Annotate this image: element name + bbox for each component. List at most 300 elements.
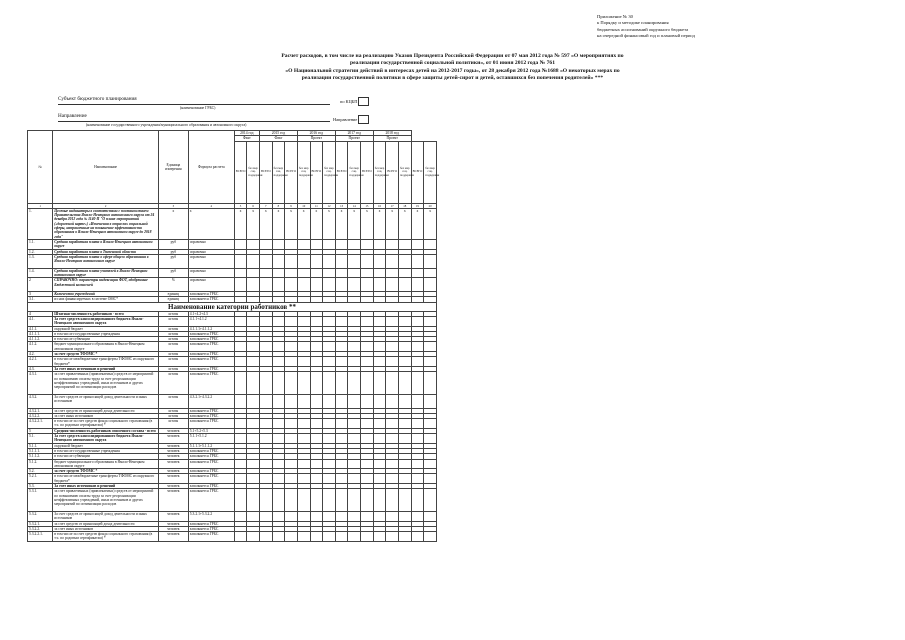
row-formula: справочно [188,239,234,249]
value-cell [272,489,285,512]
row-number: 5.1.1.2. [28,454,53,459]
row-formula: 4.1.1+4.1.2 [188,316,234,326]
value-cell [323,419,336,429]
value-cell [323,357,336,367]
row-unit: человек [158,454,188,459]
value-cell [398,474,411,484]
row-unit: руб [158,239,188,249]
row-formula: заполняется ГРБС [188,532,234,542]
row-name: в том числе государственные учреждения [53,448,159,453]
value-cell [424,489,437,512]
value-cell [297,489,310,512]
col-header-sub: ВСЕГО [259,141,272,203]
row-unit: штатн [158,337,188,342]
row-unit: человек [158,448,188,453]
row-unit: человек [158,521,188,526]
value-cell [361,278,374,292]
value-cell [424,474,437,484]
value-cell: x [310,208,323,239]
value-cell [310,357,323,367]
value-cell [398,394,411,408]
row-formula: 5.1+5.2+5.3 [188,428,234,433]
value-cell [335,268,348,278]
value-cell [386,254,399,268]
value-cell [398,239,411,249]
title-line: Расчет расходов, в том числе на реализацию Указов Президента Российской Федерации от 07 мая 2012 года № 597 «О мероприятиях по [281,53,624,59]
appendix-note [597,14,807,39]
col-header-kind: Факт [234,136,259,141]
value-cell [272,278,285,292]
value-cell [285,511,298,521]
value-cell [424,372,437,395]
value-cell [361,342,374,352]
row-formula: x [188,208,234,239]
row-name: За счет средств от приносящей доход деятельности и иных источников [53,511,159,521]
value-cell [361,268,374,278]
row-unit: штатн [158,326,188,331]
value-cell [398,254,411,268]
row-unit: штатн [158,394,188,408]
table-row [28,434,437,444]
value-cell [411,419,424,429]
row-number: 4.1.2. [28,342,53,352]
row-formula: заполняется ГРБС [188,331,234,336]
value-cell [411,357,424,367]
row-name: в том числе субвенции [53,454,159,459]
value-cell [259,316,272,326]
value-cell [234,489,247,512]
row-unit: штатн [158,342,188,352]
row-number: 4.2.1. [28,357,53,367]
row-name: За счет средств консолидированного бюджета Ямало-Ненецкого автономного округа [53,316,159,326]
row-number: 4.3.2.1. [28,408,53,413]
col-header-year: 2017 год [335,131,373,136]
value-cell [335,254,348,268]
value-cell [247,239,260,249]
value-cell [310,254,323,268]
col-header-sub: без мер соц. поддержки [272,141,285,203]
col-header-sub: без мер соц. поддержки [297,141,310,203]
value-cell [411,254,424,268]
value-cell [259,254,272,268]
value-cell [272,394,285,408]
value-cell [424,342,437,352]
row-formula: 4.1+4.2+4.3 [188,311,234,316]
value-cell [335,419,348,429]
value-cell [310,316,323,326]
value-cell [234,268,247,278]
row-name: Штатная численность работников - всего [53,311,159,316]
value-cell [310,532,323,542]
value-cell [234,316,247,326]
code2-label: Направление [333,117,358,122]
row-formula: заполняется ГРБС [188,357,234,367]
value-cell [386,489,399,512]
col-header-unit: Единица измерения [158,131,188,204]
table-row [28,419,437,429]
value-cell [297,254,310,268]
value-cell [424,268,437,278]
subject-underline [58,104,330,105]
row-name: окружной бюджет [53,443,159,448]
value-cell [272,419,285,429]
col-header-sub: ВСЕГО [285,141,298,203]
row-unit: штатн [158,316,188,326]
direction-label: Направление [58,113,87,119]
value-cell [247,489,260,512]
value-cell [285,459,298,469]
value-cell [361,434,374,444]
value-cell [247,459,260,469]
indicators-table [27,130,440,542]
value-cell [297,278,310,292]
row-unit: человек [158,511,188,521]
value-cell [297,511,310,521]
value-cell [335,342,348,352]
value-cell [259,419,272,429]
value-cell [348,532,361,542]
row-formula: заполняется ГРБС [188,526,234,531]
value-cell [424,511,437,521]
col-header-year: 2015 год [259,131,297,136]
row-formula: заполняется ГРБС [188,521,234,526]
row-number: 1. [28,208,53,239]
row-formula: заполняется ГРБС [188,408,234,413]
value-cell [310,434,323,444]
value-cell [234,278,247,292]
value-cell [348,489,361,512]
value-cell [386,474,399,484]
title-line: реализации государственной социальной политики», от 01 июня 2012 года № 761 [350,60,555,67]
value-cell [285,342,298,352]
col-header-name: Наименование [53,131,159,204]
value-cell [373,459,386,469]
row-unit: штатн [158,372,188,395]
value-cell [411,342,424,352]
row-number: 5.3.2. [28,511,53,521]
value-cell [398,268,411,278]
value-cell [297,532,310,542]
value-cell [247,254,260,268]
value-cell [297,239,310,249]
row-unit: штатн [158,419,188,429]
value-cell [234,372,247,395]
col-header-sub: ВСЕГО [335,141,348,203]
value-cell [386,357,399,367]
value-cell [373,532,386,542]
value-cell [373,394,386,408]
value-cell [310,268,323,278]
table-row [28,208,437,239]
row-formula: заполняется ГРБС [188,448,234,453]
appendix-line: к Порядку и методике планирования [597,20,669,26]
row-name: бюджет муниципального образования в Ямало-Ненецком автономном округе [53,342,159,352]
value-cell [373,434,386,444]
value-cell [386,239,399,249]
value-cell: x [323,208,336,239]
value-cell [272,474,285,484]
value-cell [411,434,424,444]
value-cell [297,357,310,367]
value-cell [373,342,386,352]
row-formula: заполняется ГРБС [188,454,234,459]
value-cell [234,357,247,367]
value-cell [247,316,260,326]
row-unit: человек [158,532,188,542]
value-cell [411,459,424,469]
value-cell [247,372,260,395]
value-cell [361,357,374,367]
row-unit: штатн [158,331,188,336]
value-cell [285,254,298,268]
row-unit: человек [158,428,188,433]
row-name: Средняя численность работников списочного состава - всего [53,428,159,433]
value-cell [335,394,348,408]
value-cell [361,239,374,249]
value-cell [247,474,260,484]
value-cell: x [272,208,285,239]
value-cell [348,511,361,521]
row-number: 4.1.1. [28,326,53,331]
value-cell [310,474,323,484]
table-row [28,239,437,249]
value-cell [398,489,411,512]
row-number: 4.3.2. [28,394,53,408]
code1-label: по КЦБП [340,99,358,104]
col-header-year: 2016 год [297,131,335,136]
value-cell [323,316,336,326]
row-name: в том числе государственные учреждения [53,331,159,336]
value-cell [348,434,361,444]
value-cell: x [398,208,411,239]
row-formula: 5.1.1+5.1.2 [188,434,234,444]
value-cell [259,278,272,292]
value-cell [361,489,374,512]
value-cell: x [348,208,361,239]
row-unit: человек [158,434,188,444]
value-cell [323,489,336,512]
col-header-sub: ВСЕГО [361,141,374,203]
value-cell: x [297,208,310,239]
value-cell [348,459,361,469]
direction-hint: (наименование государственного учреждения/муниципального образования и автономного округа) [86,123,247,127]
col-number: 17 [386,203,399,208]
row-formula: 4.1.1.1+4.1.1.2 [188,326,234,331]
value-cell [247,268,260,278]
value-cell [297,268,310,278]
value-cell [348,394,361,408]
value-cell: x [361,208,374,239]
value-cell [398,278,411,292]
row-name: бюджет муниципального образования в Ямало-Ненецком автономном округе [53,459,159,469]
row-name: в том числе межбюджетные трансферты ТФОМС из окружного бюджета* [53,474,159,484]
value-cell [373,419,386,429]
value-cell [373,254,386,268]
value-cell [335,316,348,326]
direction-underline [58,121,330,122]
value-cell [386,394,399,408]
row-name: за счет средств ТФОМС * [53,469,159,474]
value-cell [310,278,323,292]
value-cell [259,239,272,249]
value-cell [297,459,310,469]
code1-box[interactable] [358,97,369,106]
row-number: 5.1.1. [28,443,53,448]
col-number: 20 [424,203,437,208]
value-cell [398,434,411,444]
row-formula: заполняется ГРБС [188,459,234,469]
value-cell [234,474,247,484]
row-formula: заполняется ГРБС [188,297,234,302]
appendix-line: на очередной финансовый год и плановый период [597,32,695,38]
value-cell [386,372,399,395]
row-name: из них финансируемых в системе ОМС* [53,297,159,302]
value-cell [285,419,298,429]
value-cell [247,278,260,292]
row-name: За счет иных источников и решений [53,366,159,371]
value-cell [335,459,348,469]
row-number: 5 [28,428,53,433]
row-formula: заполняется ГРБС [188,413,234,418]
appendix-line: бюджетных ассигнований окружного бюджета [597,26,689,32]
col-header-sub: без мер соц. поддержки [247,141,260,203]
value-cell [272,532,285,542]
row-number: 1.1. [28,239,53,249]
value-cell [373,268,386,278]
value-cell [323,239,336,249]
table-row [28,474,437,484]
value-cell [285,278,298,292]
value-cell [373,239,386,249]
row-name: за счет привлеченных (привлекаемых) средств от мероприятий по повышению оплаты труда за счет реорганизации неэффективных учреждений, иных источников и других мероприятий по оптимизации расходов [53,372,159,395]
value-cell: x [259,208,272,239]
row-number: 4.1.1.2. [28,337,53,342]
value-cell [424,532,437,542]
col-number: 18 [398,203,411,208]
row-formula: заполняется ГРБС [188,292,234,297]
value-cell [272,342,285,352]
value-cell [259,357,272,367]
value-cell [398,372,411,395]
value-cell [335,434,348,444]
row-formula: 4.3.2.1+4.3.2.2 [188,394,234,408]
title-line: «О Национальной стратегии действий в интересах детей на 2012-2017 годы», от 28 декабря 2012 года №1688 «О некоторых мерах по [285,67,620,74]
value-cell [272,239,285,249]
value-cell [386,459,399,469]
col-number: 13 [335,203,348,208]
row-formula: справочно [188,278,234,292]
value-cell [310,372,323,395]
value-cell [297,316,310,326]
value-cell [285,268,298,278]
value-cell [361,316,374,326]
row-unit: x [158,208,188,239]
value-cell [285,316,298,326]
value-cell [411,532,424,542]
value-cell [297,419,310,429]
row-unit: руб [158,249,188,254]
value-cell [411,239,424,249]
row-number: 5.3.2.2.1. [28,532,53,542]
value-cell [272,254,285,268]
col-number: 8 [272,203,285,208]
value-cell [386,419,399,429]
col-header-num: № [28,131,53,204]
value-cell [348,357,361,367]
row-name: Средняя заработная плата учителей в Ямало-Ненецком автономном округе [53,268,159,278]
row-number: 5.3.1. [28,489,53,512]
row-unit: штатн [158,408,188,413]
row-number: 4.3.2.2.1. [28,419,53,429]
col-number: 14 [348,203,361,208]
col-header-year: 2018 год [373,131,411,136]
subject-label: Субъект бюджетного планирования [58,96,137,102]
row-unit: человек [158,443,188,448]
value-cell [348,254,361,268]
value-cell [259,459,272,469]
col-number: 9 [285,203,298,208]
table-row [28,511,437,521]
table-row [28,532,437,542]
value-cell [259,511,272,521]
row-name: За счет средств консолидированного бюджета Ямало-Ненецкого автономного округа [53,434,159,444]
row-formula: заполняется ГРБС [188,337,234,342]
row-number: 2 [28,278,53,292]
col-header-kind: Проект [335,136,373,141]
value-cell [373,489,386,512]
row-number: 4.1. [28,316,53,326]
table-row [28,357,437,367]
value-cell [234,459,247,469]
value-cell [323,278,336,292]
value-cell [335,357,348,367]
value-cell [285,532,298,542]
row-name: за счет иных источников [53,413,159,418]
row-name: в том числе межбюджетные трансферты ТФОМС из окружного бюджета* [53,357,159,367]
value-cell [272,511,285,521]
value-cell [310,239,323,249]
value-cell [234,342,247,352]
row-number: 4.3. [28,366,53,371]
code2-box[interactable] [358,115,369,124]
value-cell [411,511,424,521]
col-header-kind: Проект [373,136,411,141]
value-cell [310,459,323,469]
value-cell [247,394,260,408]
row-formula: заполняется ГРБС [188,366,234,371]
value-cell [234,532,247,542]
col-number: 16 [373,203,386,208]
value-cell [259,474,272,484]
col-header-kind: Проект [297,136,335,141]
row-number: 5.1. [28,434,53,444]
row-formula: справочно [188,249,234,254]
value-cell [411,474,424,484]
row-number: 3 [28,292,53,297]
value-cell [411,489,424,512]
row-formula: 5.1.1.1+5.1.1.2 [188,443,234,448]
row-name: Средняя заработная плата в Тюменской области [53,249,159,254]
value-cell [411,372,424,395]
value-cell [411,278,424,292]
value-cell [285,489,298,512]
row-unit: руб [158,254,188,268]
row-unit: человек [158,469,188,474]
value-cell: x [411,208,424,239]
value-cell [398,419,411,429]
col-header-formula: Формула расчета [188,131,234,204]
value-cell [361,459,374,469]
